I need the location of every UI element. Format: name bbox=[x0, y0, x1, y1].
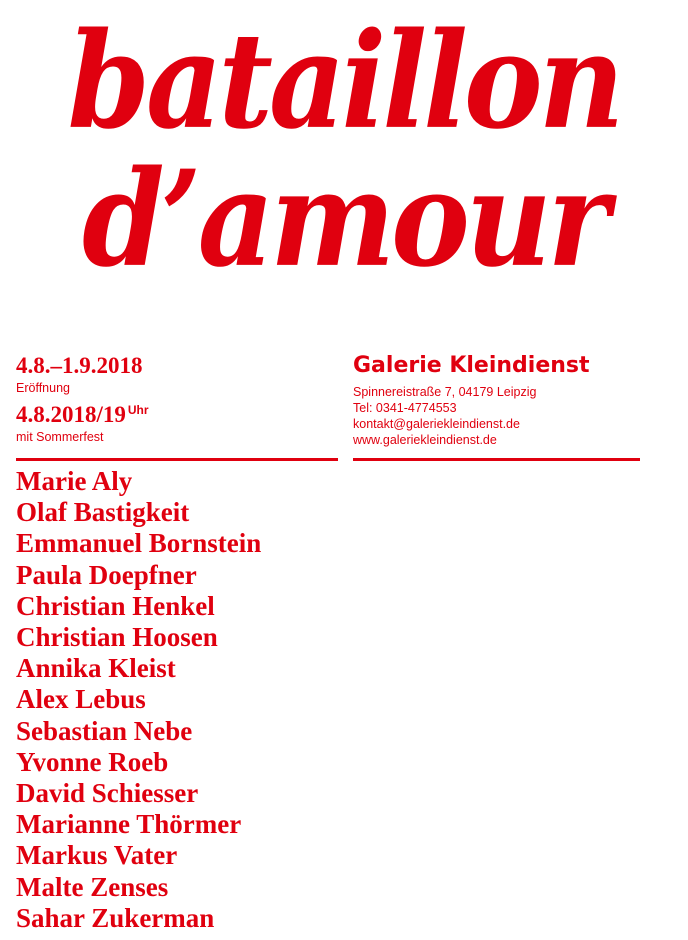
gallery-address: Spinnereistraße 7, 04179 Leipzig bbox=[353, 385, 537, 399]
artist-name: Annika Kleist bbox=[16, 653, 176, 684]
gallery-contact-block bbox=[353, 352, 640, 448]
artist-name: David Schiesser bbox=[16, 778, 199, 809]
artist-name: Alex Lebus bbox=[16, 684, 146, 715]
artist-name: Paula Doepfner bbox=[16, 559, 197, 590]
artist-name: Olaf Bastigkeit bbox=[16, 497, 190, 528]
artist-name: Marianne Thörmer bbox=[16, 809, 242, 840]
gallery-phone: Tel: 0341-4774553 bbox=[353, 401, 457, 415]
gallery-email: kontakt@galeriekleindienst.de bbox=[353, 417, 520, 431]
poster-title-line-2: d’amour bbox=[82, 140, 606, 297]
time-unit: Uhr bbox=[127, 403, 149, 417]
artist-name: Markus Vater bbox=[16, 840, 178, 871]
artist-name: Emmanuel Bornstein bbox=[16, 528, 262, 559]
artist-name: Sahar Zukerman bbox=[16, 902, 215, 933]
exhibition-date-range: 4.8.–1.9.2018 bbox=[16, 353, 143, 378]
exhibition-dates-block bbox=[16, 352, 338, 445]
artist-name: Malte Zenses bbox=[16, 871, 169, 902]
gallery-name: Galerie Kleindienst bbox=[353, 353, 590, 378]
poster-title-line-1: bataillon bbox=[67, 2, 621, 159]
artist-name: Sebastian Nebe bbox=[16, 715, 193, 746]
divider-right bbox=[353, 458, 640, 461]
gallery-website: www.galeriekleindienst.de bbox=[353, 433, 497, 447]
artist-name: Christian Hoosen bbox=[16, 622, 218, 653]
artist-name: Yvonne Roeb bbox=[16, 746, 169, 777]
artist-name: Christian Henkel bbox=[16, 590, 215, 621]
opening-label: Eröffnung bbox=[16, 381, 70, 395]
artist-name: Marie Aly bbox=[16, 466, 133, 496]
opening-extra: mit Sommerfest bbox=[16, 430, 104, 444]
opening-datetime-row bbox=[16, 396, 338, 429]
divider-left bbox=[16, 458, 338, 461]
opening-datetime: 4.8.2018/19 bbox=[16, 402, 126, 427]
artist-list bbox=[16, 466, 261, 934]
